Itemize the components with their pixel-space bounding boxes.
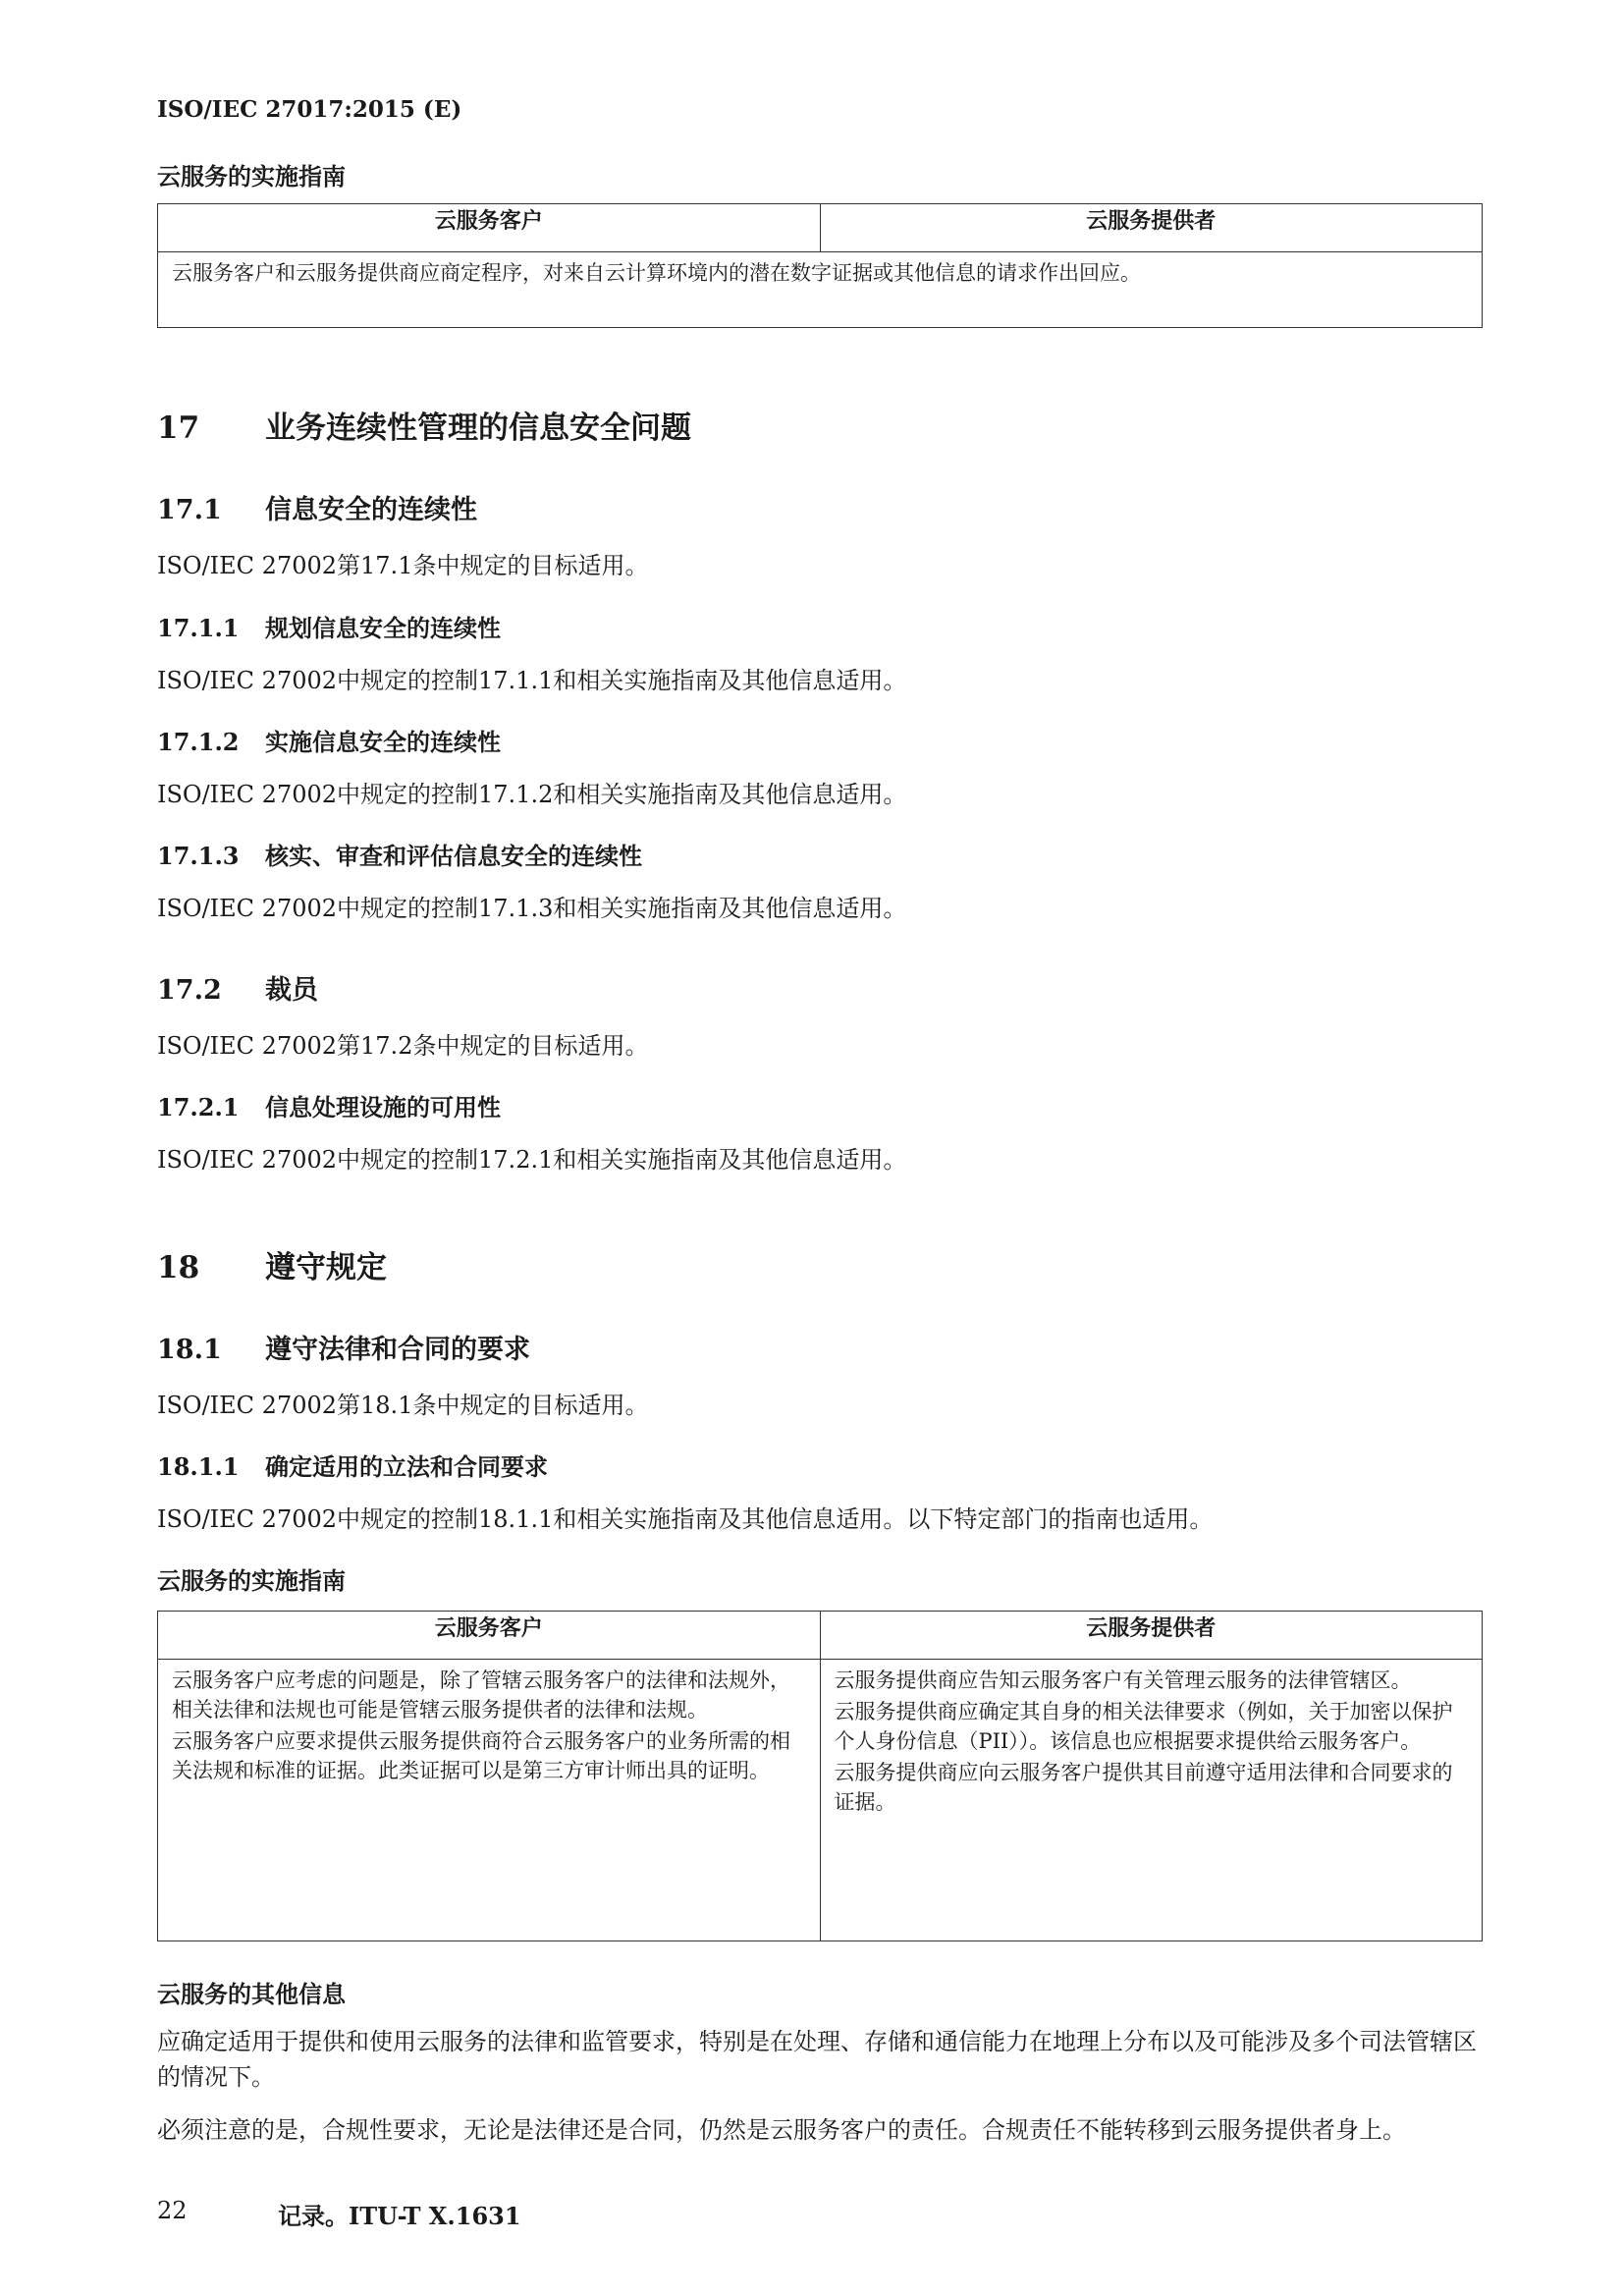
section-number: 17.1.2 bbox=[157, 728, 240, 756]
table1-label: 云服务的实施指南 bbox=[157, 162, 346, 191]
customer-guidance-cell bbox=[158, 1660, 821, 1941]
guidance-table-2 bbox=[157, 1611, 1483, 1941]
section-number: 17.2 bbox=[157, 975, 222, 1006]
section-number: 17.1.3 bbox=[157, 842, 240, 870]
column-header-customer: 云服务客户 bbox=[158, 204, 821, 252]
section-title: 确定适用的立法和合同要求 bbox=[265, 1452, 548, 1481]
section-number: 18.1.1 bbox=[157, 1452, 240, 1481]
section-18-1-1-heading bbox=[157, 1448, 548, 1482]
section-18-1-text: ISO/IEC 27002第18.1条中规定的目标适用。 bbox=[157, 1392, 649, 1419]
section-17-1-1-heading bbox=[157, 609, 501, 643]
provider-guidance-para: 云服务提供商应告知云服务客户有关管理云服务的法律管辖区。 bbox=[834, 1668, 1412, 1692]
section-title: 裁员 bbox=[265, 975, 318, 1006]
other-info-label: 云服务的其他信息 bbox=[157, 1980, 346, 2008]
footer-record: 记录。ITU-T X.1631 bbox=[278, 2202, 521, 2230]
column-header-customer: 云服务客户 bbox=[158, 1612, 821, 1660]
table1-merged-cell bbox=[158, 252, 1483, 328]
section-17-1-text: ISO/IEC 27002第17.1条中规定的目标适用。 bbox=[157, 552, 649, 579]
section-title: 实施信息安全的连续性 bbox=[265, 728, 501, 756]
customer-guidance-para: 云服务客户应考虑的问题是，除了管辖云服务客户的法律和法规外，相关法律和法规也可能是管辖云服务提供者的法律和法规。 bbox=[172, 1668, 790, 1722]
section-17-1-3-text: ISO/IEC 27002中规定的控制17.1.3和相关实施指南及其他信息适用。 bbox=[157, 895, 907, 922]
provider-guidance-para: 云服务提供商应确定其自身的相关法律要求（例如，关于加密以保护个人身份信息（PII））。该信息也应根据要求提供给云服务客户。 bbox=[834, 1700, 1453, 1753]
section-title: 信息安全的连续性 bbox=[265, 495, 477, 525]
section-17-1-1-text: ISO/IEC 27002中规定的控制17.1.1和相关实施指南及其他信息适用。 bbox=[157, 667, 907, 694]
section-title: 信息处理设施的可用性 bbox=[265, 1093, 501, 1121]
section-17-2-text: ISO/IEC 27002第17.2条中规定的目标适用。 bbox=[157, 1032, 649, 1060]
section-17-heading bbox=[157, 403, 691, 447]
section-title: 遵守法律和合同的要求 bbox=[265, 1335, 530, 1365]
customer-guidance-para: 云服务客户应要求提供云服务提供商符合云服务客户的业务所需的相关法规和标准的证据。此类证据可以是第三方审计师出具的证明。 bbox=[172, 1729, 790, 1782]
table1-merged-text: 云服务客户和云服务提供商应商定程序，对来自云计算环境内的潜在数字证据或其他信息的请求作出回应。 bbox=[172, 261, 1141, 285]
column-header-provider: 云服务提供者 bbox=[820, 1612, 1483, 1660]
section-18-heading bbox=[157, 1242, 387, 1286]
section-number: 17 bbox=[157, 410, 200, 446]
other-info-paragraph-1: 应确定适用于提供和使用云服务的法律和监管要求，特别是在处理、存储和通信能力在地理上分布以及可能涉及多个司法管辖区的情况下。 bbox=[157, 2028, 1477, 2091]
provider-guidance-cell bbox=[820, 1660, 1483, 1941]
section-number: 18 bbox=[157, 1250, 200, 1285]
column-header-provider: 云服务提供者 bbox=[820, 204, 1483, 252]
section-17-1-2-heading bbox=[157, 723, 501, 757]
section-number: 18.1 bbox=[157, 1335, 222, 1365]
section-17-2-heading bbox=[157, 968, 318, 1007]
table2-label: 云服务的实施指南 bbox=[157, 1566, 346, 1595]
section-17-1-3-heading bbox=[157, 837, 642, 871]
section-number: 17.2.1 bbox=[157, 1093, 240, 1121]
section-title: 规划信息安全的连续性 bbox=[265, 614, 501, 642]
section-number: 17.1.1 bbox=[157, 614, 240, 642]
section-18-1-heading bbox=[157, 1328, 530, 1366]
section-title: 遵守规定 bbox=[265, 1250, 387, 1285]
provider-guidance-para: 云服务提供商应向云服务客户提供其目前遵守适用法律和合同要求的证据。 bbox=[834, 1761, 1453, 1814]
section-17-1-heading bbox=[157, 488, 477, 526]
document-code: ISO/IEC 27017:2015 (E) bbox=[157, 96, 462, 123]
page-number: 22 bbox=[157, 2197, 188, 2224]
guidance-table-1 bbox=[157, 203, 1483, 328]
section-17-1-2-text: ISO/IEC 27002中规定的控制17.1.2和相关实施指南及其他信息适用。 bbox=[157, 781, 907, 808]
other-info-paragraph-2: 必须注意的是，合规性要求，无论是法律还是合同，仍然是云服务客户的责任。合规责任不能转移到云服务提供者身上。 bbox=[157, 2116, 1406, 2144]
section-number: 17.1 bbox=[157, 495, 222, 525]
section-17-2-1-heading bbox=[157, 1088, 501, 1122]
section-title: 业务连续性管理的信息安全问题 bbox=[265, 410, 691, 446]
section-title: 核实、审查和评估信息安全的连续性 bbox=[265, 842, 642, 870]
section-17-2-1-text: ISO/IEC 27002中规定的控制17.2.1和相关实施指南及其他信息适用。 bbox=[157, 1146, 907, 1174]
section-18-1-1-text: ISO/IEC 27002中规定的控制18.1.1和相关实施指南及其他信息适用。以下特定部门的指南也适用。 bbox=[157, 1505, 1214, 1533]
